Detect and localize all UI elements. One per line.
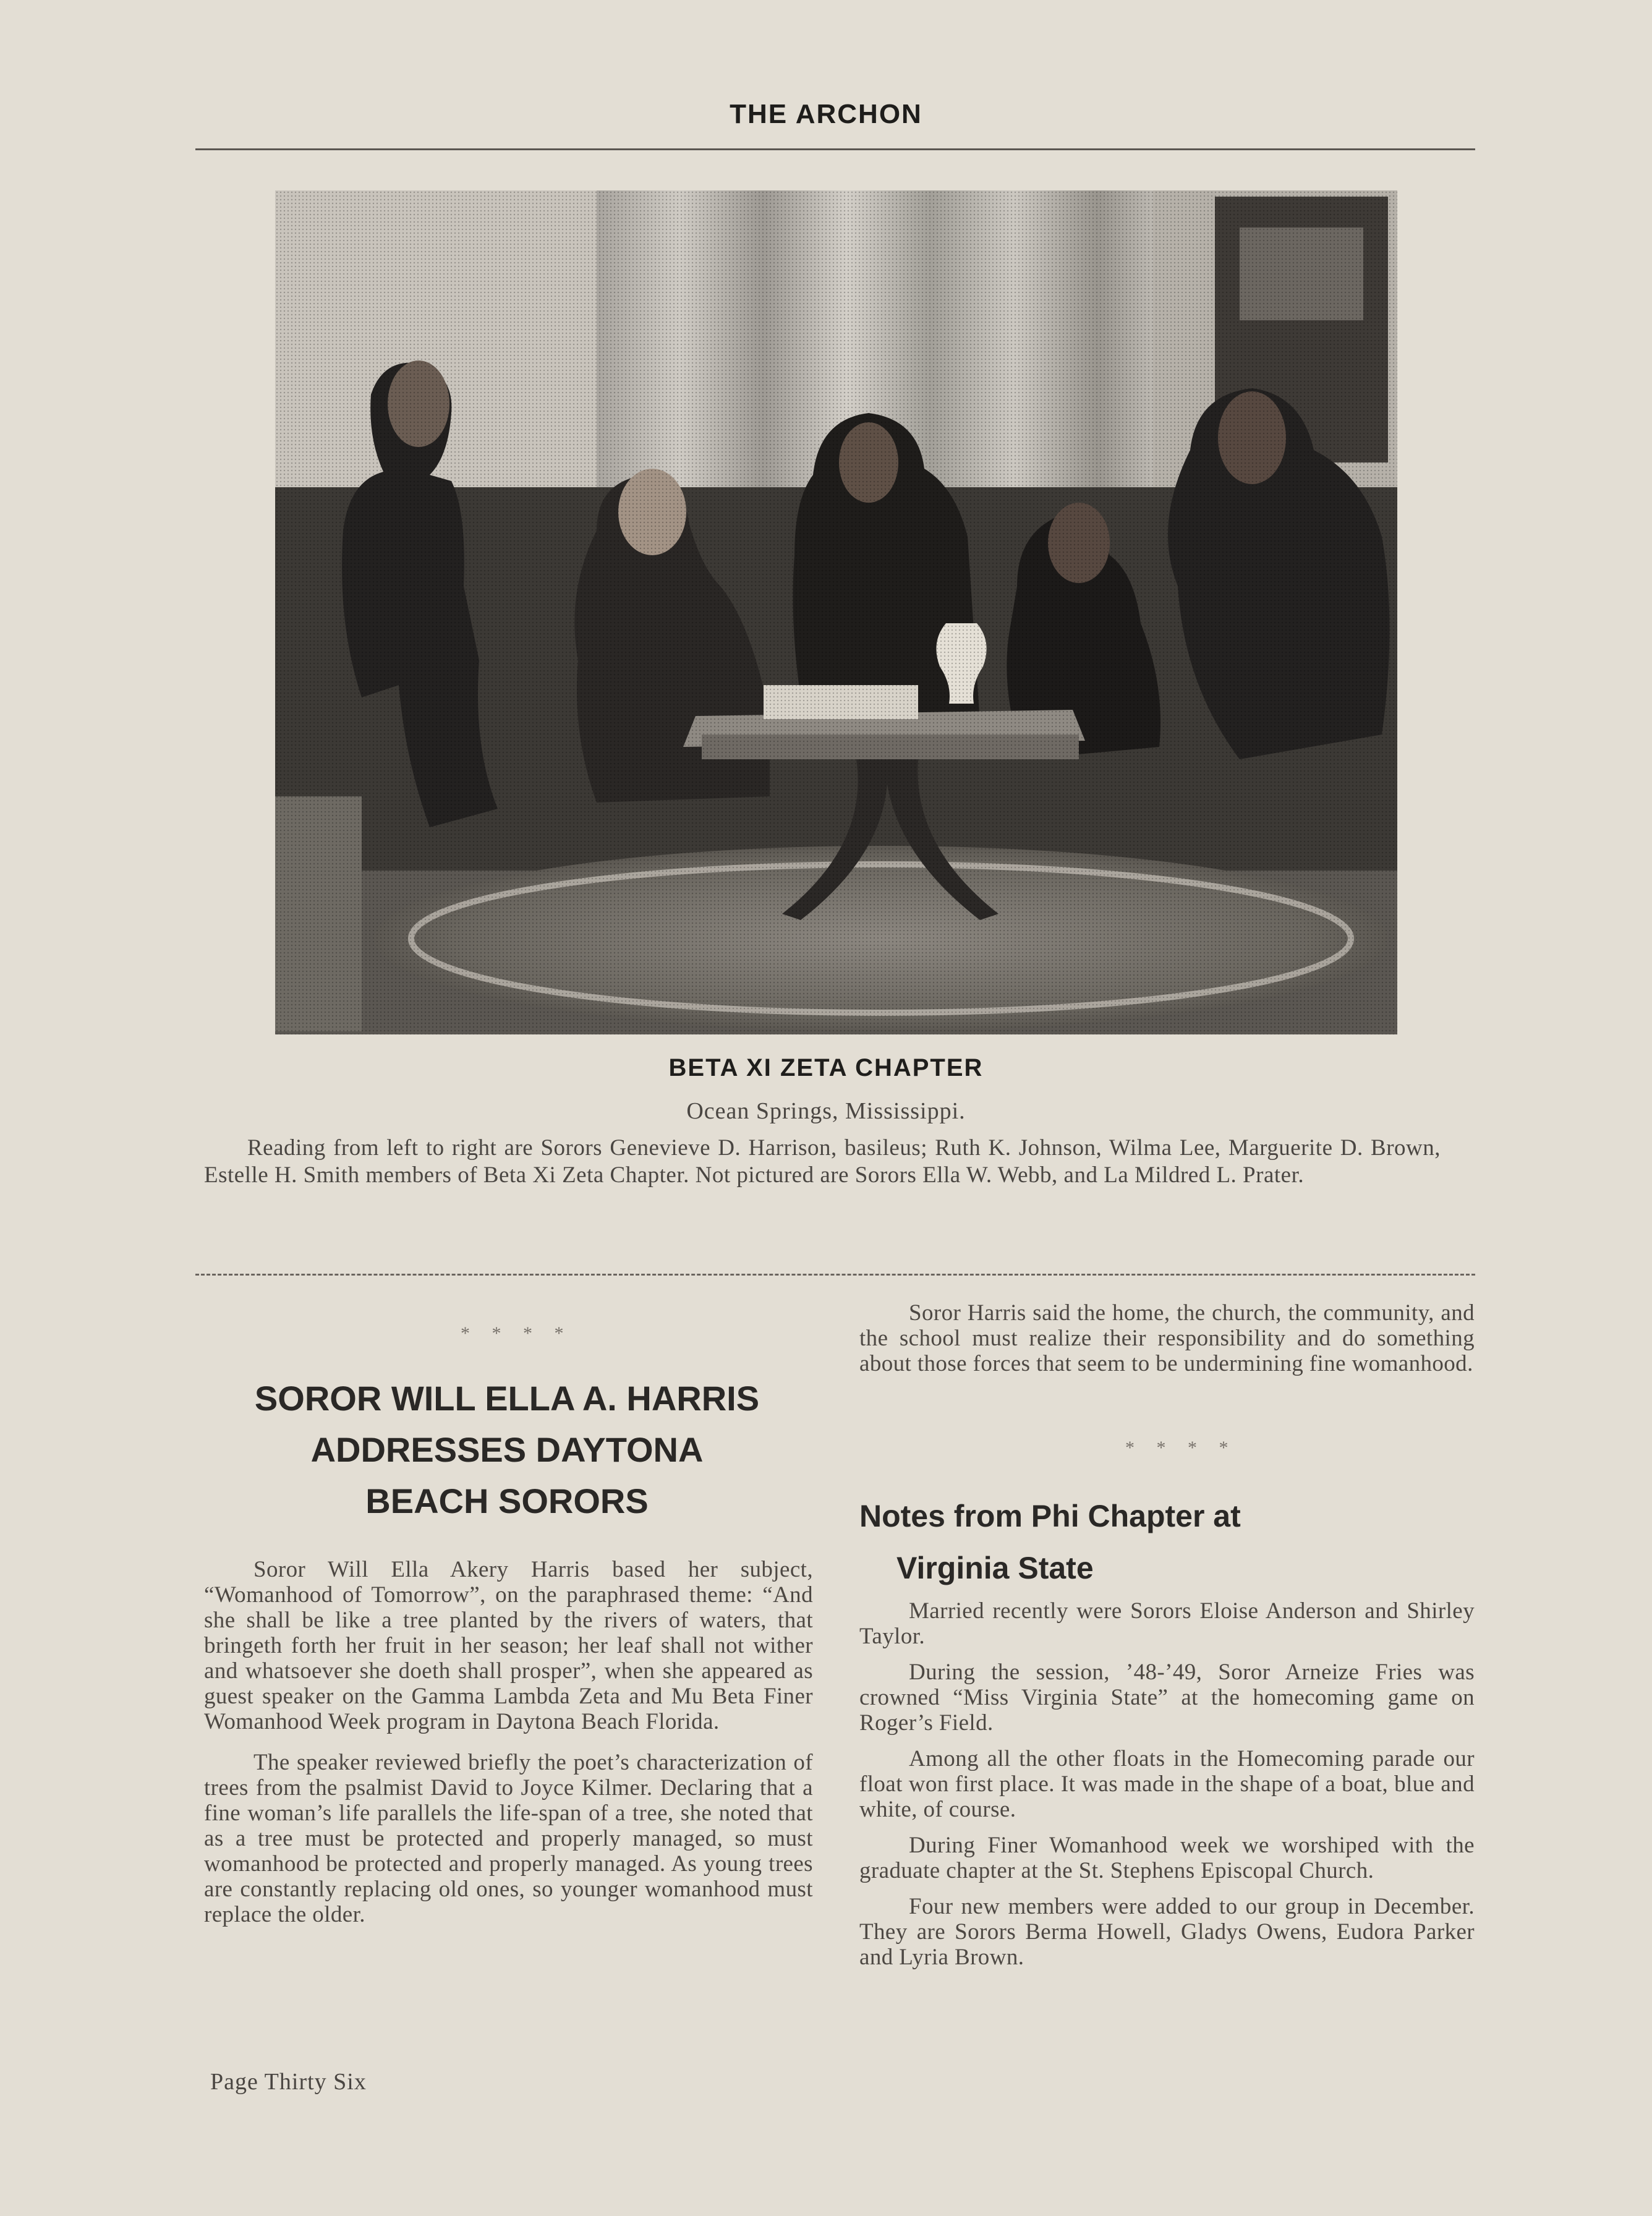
headline-line: ADDRESSES DAYTONA bbox=[310, 1430, 704, 1469]
header-rule bbox=[195, 148, 1475, 150]
chapter-group-photo bbox=[275, 190, 1397, 1034]
headline-line: SOROR WILL ELLA A. HARRIS bbox=[254, 1379, 760, 1418]
photo-caption-title: BETA XI ZETA CHAPTER bbox=[668, 1054, 984, 1081]
right-separator: * * * * bbox=[1125, 1438, 1237, 1458]
headline-line: Notes from Phi Chapter at bbox=[859, 1499, 1241, 1533]
headline-line: Virginia State bbox=[896, 1551, 1094, 1585]
article-paragraph: Four new members were added to our group in December. They are Sorors Berma Howell, Gladys Owens, Eudora Parker and Lyria Brown. bbox=[859, 1894, 1475, 1970]
right-article-body bbox=[859, 1598, 1475, 1980]
page-number: Page Thirty Six bbox=[210, 2069, 367, 2095]
right-article-headline bbox=[859, 1490, 1475, 1594]
photo-caption-location: Ocean Springs, Mississippi. bbox=[686, 1098, 966, 1124]
section-divider bbox=[195, 1274, 1475, 1276]
article-paragraph: Among all the other floats in the Homecoming parade our float won first place. It was made in the shape of a boat, blue and white, of course. bbox=[859, 1746, 1475, 1822]
running-title: THE ARCHON bbox=[730, 99, 922, 129]
article-paragraph: During the session, ’48-’49, Soror Arneize Fries was crowned “Miss Virginia State” at the homecoming game on Roger’s Field. bbox=[859, 1660, 1475, 1736]
article-paragraph: The speaker reviewed briefly the poet’s characterization of trees from the psalmist David to Joyce Kilmer. Declaring that a fine woman’s life parallels the life-span of a tree, she noted that as a tree must be protected and properly managed, so must womanhood be protected and properly managed. As young trees are constantly replacing old ones, so younger womanhood must replace the older. bbox=[204, 1750, 813, 1927]
article-paragraph: During Finer Womanhood week we worshiped with the graduate chapter at the St. Stephens Episcopal Church. bbox=[859, 1833, 1475, 1883]
photo-caption-text: Reading from left to right are Sorors Genevieve D. Harrison, basileus; Ruth K. Johnson, Wilma Lee, Marguerite D. Brown, Estelle H. Smith members of Beta Xi Zeta Chapter. Not pictured are Sorors Ella W. Webb, and La Mildred L. Prater. bbox=[204, 1135, 1441, 1188]
right-continued-text bbox=[859, 1300, 1475, 1392]
photo-illustration bbox=[275, 190, 1397, 1034]
article-paragraph: Married recently were Sorors Eloise Anderson and Shirley Taylor. bbox=[859, 1598, 1475, 1649]
left-separator: * * * * bbox=[461, 1323, 573, 1344]
headline-line: BEACH SORORS bbox=[365, 1481, 649, 1520]
article-paragraph: Soror Harris said the home, the church, the community, and the school must realize their responsibility and do something about those forces that seem to be undermining fine womanhood. bbox=[859, 1300, 1475, 1376]
left-article-headline bbox=[198, 1373, 816, 1527]
article-paragraph: Soror Will Ella Akery Harris based her subject, “Womanhood of Tomorrow”, on the paraphrased theme: “And she shall be like a tree planted by the rivers of waters, that bringeth forth her fruit in her season; her leaf shall not wither and whatsoever she doeth shall prosper”, when she appeared as guest speaker on the Gamma Lambda Zeta and Mu Beta Finer Womanhood Week program in Daytona Beach Florida. bbox=[204, 1557, 813, 1734]
left-article-body bbox=[204, 1557, 813, 1943]
